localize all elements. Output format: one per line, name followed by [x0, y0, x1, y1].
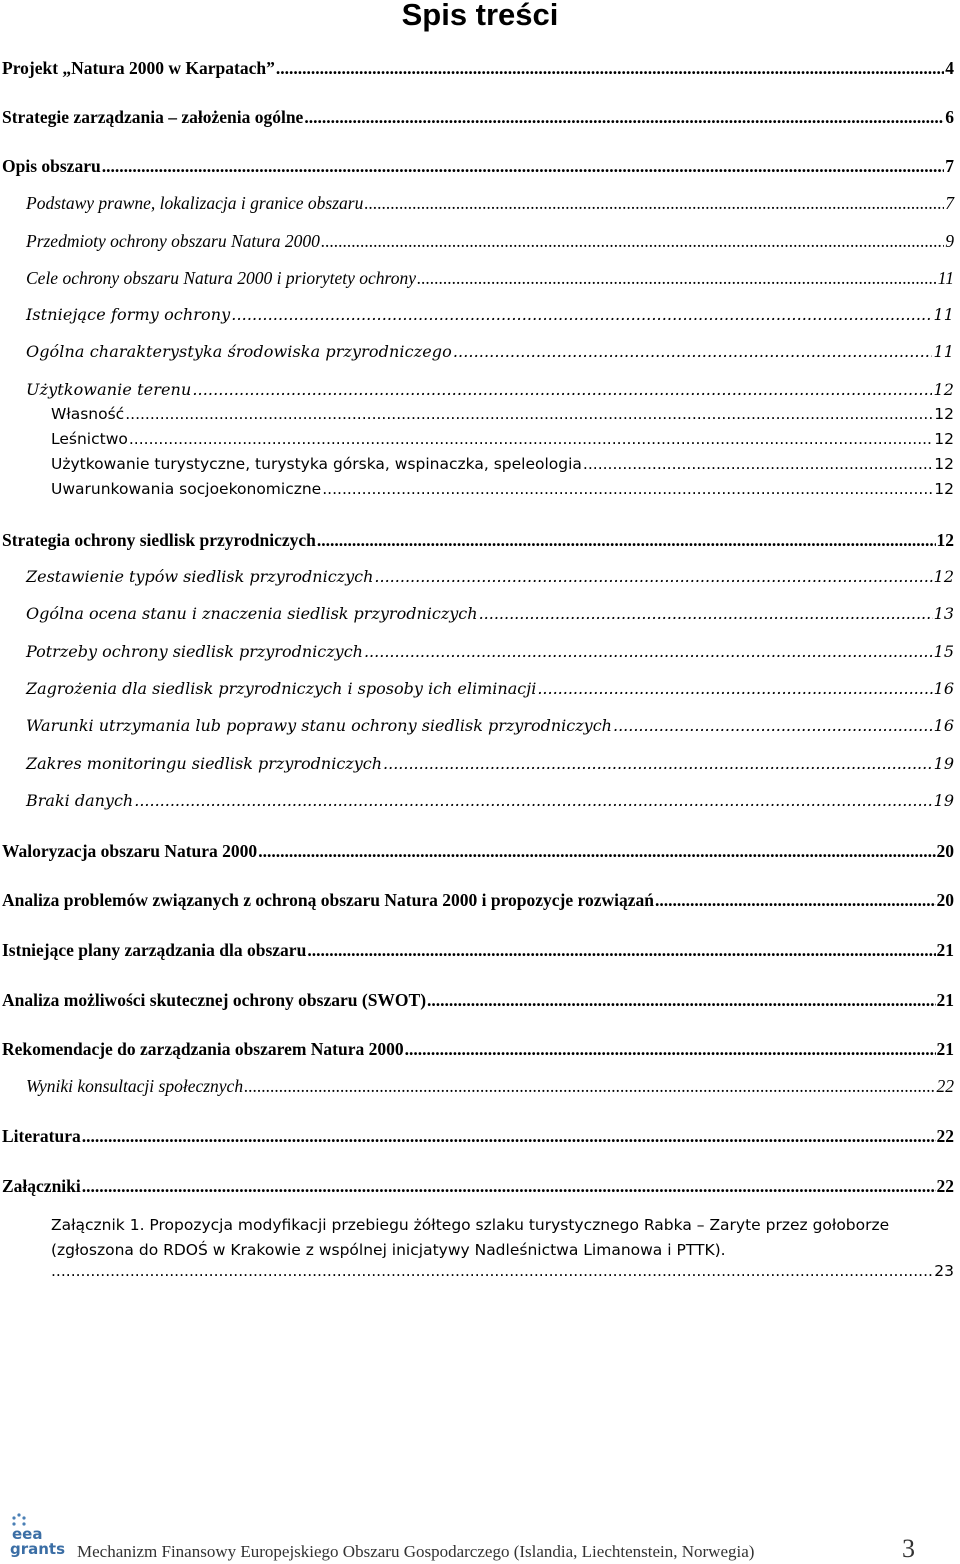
toc-entry-text: Braki danych	[26, 791, 134, 810]
toc-entry-text: Strategia ochrony siedlisk przyrodniczych	[2, 530, 316, 550]
logo-text-eea: eea	[12, 1525, 43, 1543]
page-footer	[0, 1500, 960, 1564]
toc-page-number: 12	[936, 530, 954, 550]
toc-entry[interactable]	[51, 455, 954, 481]
toc-page-number: 16	[933, 716, 954, 735]
toc-entry[interactable]	[2, 940, 954, 966]
toc-attachment-leader	[51, 1262, 954, 1280]
toc-leader	[583, 455, 933, 473]
toc-entry-text: Zagrożenia dla siedlisk przyrodniczych i sposoby ich eliminacji	[26, 679, 537, 698]
toc-page-number: 4	[945, 58, 954, 78]
toc-entry[interactable]	[26, 679, 954, 705]
toc-leader	[383, 754, 933, 773]
toc-page-number: 21	[936, 1039, 954, 1059]
toc-leader	[307, 940, 935, 961]
toc-entry[interactable]	[2, 107, 954, 133]
toc-entry[interactable]	[26, 716, 954, 742]
toc-page-number: 12	[933, 380, 954, 399]
toc-page-number: 20	[936, 890, 954, 910]
toc-entry-text: Leśnictwo	[51, 430, 128, 448]
toc-entry[interactable]	[26, 604, 954, 630]
toc-page-number: 16	[933, 679, 954, 698]
toc-entry[interactable]	[2, 990, 954, 1016]
toc-leader	[405, 1039, 936, 1060]
toc-leader	[231, 305, 932, 324]
toc-page-number: 23	[934, 1262, 954, 1280]
toc-leader	[82, 1126, 936, 1147]
toc-leader	[129, 430, 933, 448]
toc-leader	[244, 1076, 935, 1097]
toc-entry[interactable]	[2, 841, 954, 867]
toc-page-number: 19	[933, 791, 954, 810]
toc-entry[interactable]	[2, 1039, 954, 1065]
toc-leader	[134, 791, 932, 810]
toc-entry[interactable]	[26, 380, 954, 406]
toc-page-number: 12	[934, 455, 954, 473]
toc-entry[interactable]	[2, 58, 954, 84]
toc-leader	[258, 841, 935, 862]
toc-leader	[417, 268, 937, 289]
toc-leader	[51, 1262, 934, 1280]
toc-page-number: 22	[936, 1176, 954, 1196]
toc-leader	[125, 405, 933, 423]
toc-leader	[102, 156, 945, 177]
toc-leader	[82, 1176, 936, 1197]
toc-entry-text: Zakres monitoringu siedlisk przyrodniczych	[26, 754, 383, 773]
toc-entry-text: Waloryzacja obszaru Natura 2000	[2, 841, 258, 861]
toc-entry[interactable]	[26, 1076, 954, 1102]
toc-entry[interactable]	[51, 405, 954, 431]
toc-leader	[427, 990, 935, 1011]
toc-entry-text: Analiza możliwości skutecznej ochrony obszaru (SWOT)	[2, 990, 427, 1010]
toc-entry[interactable]	[51, 480, 954, 506]
logo-text-grants: grants	[10, 1540, 66, 1558]
toc-entry-text: Opis obszaru	[2, 156, 101, 176]
toc-leader	[322, 480, 933, 498]
toc-leader	[321, 231, 944, 252]
toc-page-number: 6	[945, 107, 954, 127]
toc-entry[interactable]	[26, 754, 954, 780]
toc-entry[interactable]	[2, 890, 954, 916]
toc-entry-text: Warunki utrzymania lub poprawy stanu ochrony siedlisk przyrodniczych	[26, 716, 612, 735]
toc-leader	[192, 380, 932, 399]
toc-entry[interactable]	[2, 1176, 954, 1202]
toc-entry[interactable]	[26, 231, 954, 257]
toc-leader	[317, 530, 936, 551]
toc-entry-text: Użytkowanie turystyczne, turystyka górska, wspinaczka, speleologia	[51, 455, 582, 473]
eea-grants-logo	[8, 1512, 70, 1562]
toc-page-number: 21	[936, 990, 954, 1010]
toc-entry[interactable]	[26, 642, 954, 668]
toc-leader	[364, 642, 933, 661]
toc-page-number: 12	[933, 567, 954, 586]
toc-entry[interactable]	[2, 156, 954, 182]
toc-entry[interactable]	[2, 1126, 954, 1152]
toc-entry[interactable]	[26, 791, 954, 817]
page-title: Spis treści	[401, 0, 559, 32]
toc-entry-text: Własność	[51, 405, 125, 423]
toc-entry-text: Strategie zarządzania – założenia ogólne	[2, 107, 304, 127]
toc-leader	[276, 58, 944, 79]
toc-entry-text: Użytkowanie terenu	[26, 380, 192, 399]
toc-entry-text: Istniejące plany zarządzania dla obszaru	[2, 940, 307, 960]
toc-page-number: 15	[933, 642, 954, 661]
toc-leader	[304, 107, 944, 128]
toc-page-number: 13	[933, 604, 954, 623]
toc-entry-text: Istniejące formy ochrony	[26, 305, 231, 324]
toc-page-number: 7	[945, 156, 954, 176]
toc-page-number: 12	[934, 480, 954, 498]
toc-leader	[537, 679, 932, 698]
toc-entry[interactable]	[26, 268, 954, 294]
toc-entry-text: Uwarunkowania socjoekonomiczne	[51, 480, 322, 498]
toc-entry-text: Ogólna charakterystyka środowiska przyrodniczego	[26, 342, 452, 361]
toc-leader	[374, 567, 932, 586]
footer-text: Mechanizm Finansowy Europejskiego Obszaru Gospodarczego (Islandia, Liechtenstein, Norwegia)	[77, 1542, 755, 1561]
toc-leader	[364, 193, 944, 214]
toc-entry-text: Cele ochrony obszaru Natura 2000 i priorytety ochrony	[26, 268, 416, 288]
toc-entry-text: Potrzeby ochrony siedlisk przyrodniczych	[26, 642, 363, 661]
toc-page-number: 22	[936, 1126, 954, 1146]
toc-entry[interactable]	[26, 342, 954, 368]
page-number: 3	[902, 1534, 915, 1563]
toc-page-number: 11	[937, 268, 954, 288]
toc-page-number: 19	[933, 754, 954, 773]
toc-entry-text: Analiza problemów związanych z ochroną obszaru Natura 2000 i propozycje rozwiązań	[2, 890, 654, 910]
toc-leader	[479, 604, 933, 623]
toc-entry-text: Wyniki konsultacji społecznych	[26, 1076, 244, 1096]
toc-page-number: 22	[936, 1076, 954, 1096]
toc-attachment-entry[interactable]: Załącznik 1. Propozycja modyfikacji przebiegu żółtego szlaku turystycznego Rabka – Zaryte przez gołoborze (zgłoszona do RDOŚ w Krakowie z wspólnej inicjatywy Nadleśnictwa Limanowa i PTTK).	[51, 1216, 890, 1259]
toc-entry[interactable]	[26, 305, 954, 331]
toc-page-number: 12	[934, 430, 954, 448]
toc-page-number: 11	[933, 342, 954, 361]
toc-entry-text: Przedmioty ochrony obszaru Natura 2000	[26, 231, 320, 251]
toc-page-number: 21	[936, 940, 954, 960]
toc-entry-text: Ogólna ocena stanu i znaczenia siedlisk przyrodniczych	[26, 604, 478, 623]
toc-page-number: 7	[945, 193, 954, 213]
toc-entry[interactable]	[2, 530, 954, 556]
toc-entry-text: Literatura	[2, 1126, 81, 1146]
toc-entry-text: Zestawienie typów siedlisk przyrodniczych	[26, 567, 374, 586]
toc-page-number: 11	[933, 305, 954, 324]
toc-entry-text: Załączniki	[2, 1176, 81, 1196]
toc-leader	[453, 342, 933, 361]
toc-entry-text: Projekt „Natura 2000 w Karpatach”	[2, 58, 275, 78]
toc-entry-text: Rekomendacje do zarządzania obszarem Natura 2000	[2, 1039, 404, 1059]
toc-entry[interactable]	[51, 430, 954, 456]
toc-leader	[613, 716, 933, 735]
toc-entry[interactable]	[26, 193, 954, 219]
toc-entry[interactable]	[26, 567, 954, 593]
toc-leader	[655, 890, 936, 911]
toc-page-number: 20	[936, 841, 954, 861]
toc-page-number: 9	[945, 231, 954, 251]
toc-entry-text: Podstawy prawne, lokalizacja i granice obszaru	[26, 193, 364, 213]
toc-page-number: 12	[934, 405, 954, 423]
